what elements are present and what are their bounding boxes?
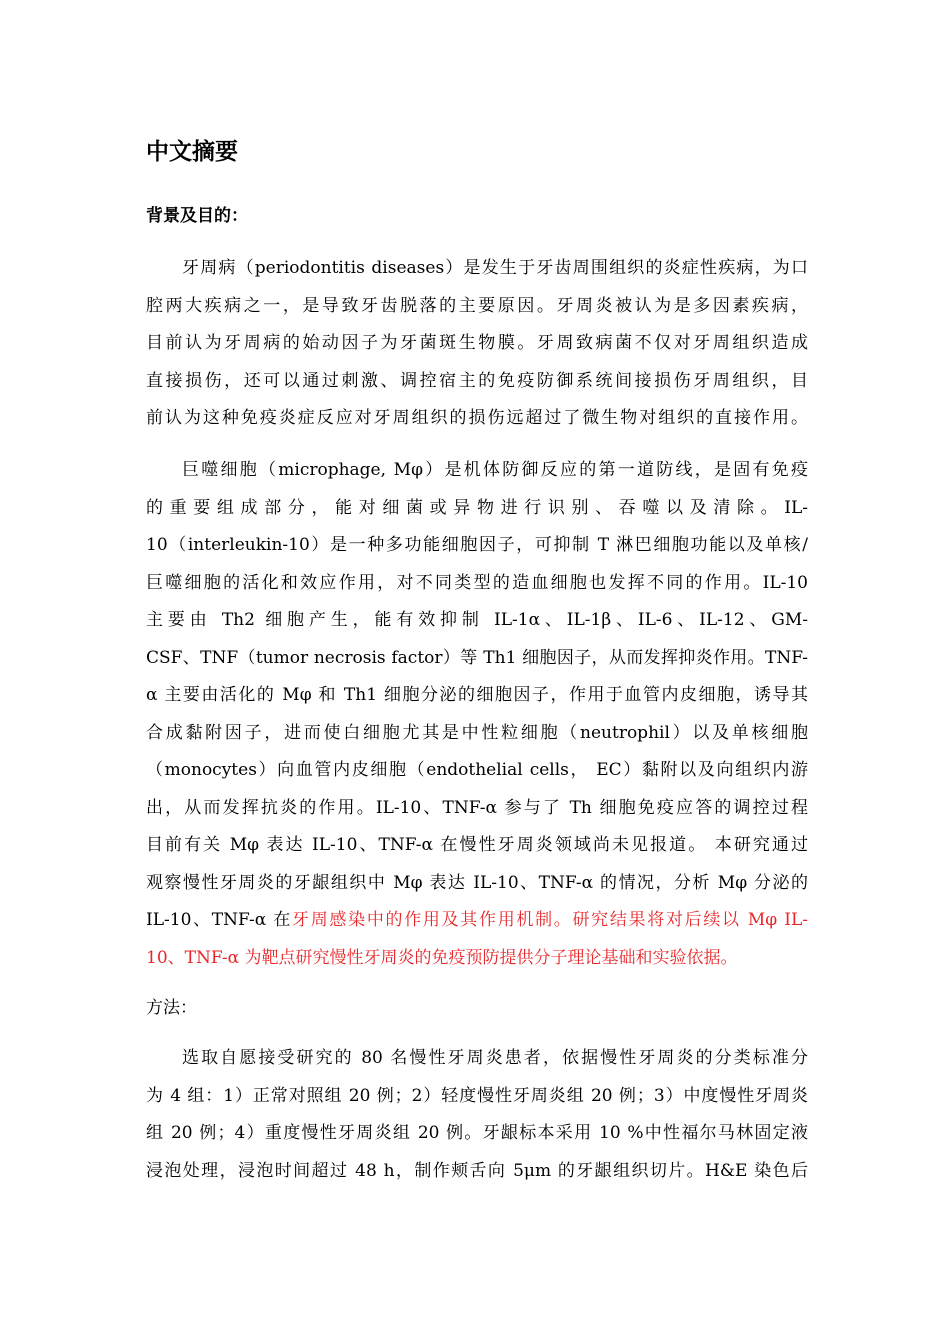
text-segment: IL-10、TNF-α 在 bbox=[146, 910, 293, 930]
text-line: 出，从而发挥抗炎的作用。IL-10、TNF-α 参与了 Th 细胞免疫应答的调控过程 bbox=[146, 797, 808, 818]
text-line: 目前认为牙周病的始动因子为牙菌斑生物膜。牙周致病菌不仅对牙周组织造成 bbox=[146, 333, 808, 353]
text-line: 选取自愿接受研究的 80 名慢性牙周炎患者，依据慢性牙周炎的分类标准分 bbox=[182, 1048, 808, 1068]
text-line: 巨噬细胞（microphage, Mφ）是机体防御反应的第一道防线，是固有免疫 bbox=[182, 460, 808, 480]
text-line: 腔两大疾病之一，是导致牙齿脱落的主要原因。牙周炎被认为是多因素疾病， bbox=[146, 295, 808, 316]
text-line: 浸泡处理，浸泡时间超过 48 h，制作颊舌向 5μm 的牙龈组织切片。H&E 染色后 bbox=[146, 1160, 808, 1181]
text-line: 目前有关 Mφ 表达 IL-10、TNF-α 在慢性牙周炎领域尚未见报道。 本研究通过 bbox=[146, 835, 808, 855]
text-line: 的重要组成部分，能对细菌或异物进行识别、吞噬以及清除。IL- bbox=[146, 497, 808, 518]
highlighted-text-segment: 牙周感染中的作用及其作用机制。研究结果将对后续以 Mφ IL- bbox=[292, 910, 808, 930]
text-line: 观察慢性牙周炎的牙龈组织中 Mφ 表达 IL-10、TNF-α 的情况，分析 Mφ 分泌的 bbox=[146, 872, 808, 893]
text-line: （monocytes）向血管内皮细胞（endothelial cells， EC）黏附以及向组织内游 bbox=[146, 760, 808, 780]
highlighted-text-line: 10、TNF-α 为靶点研究慢性牙周炎的免疫预防提供分子理论基础和实验依据。 bbox=[146, 947, 738, 968]
text-line: 巨噬细胞的活化和效应作用，对不同类型的造血细胞也发挥不同的作用。IL-10 bbox=[146, 572, 808, 593]
text-line: 主要由 Th2 细胞产生，能有效抑制 IL-1α、IL-1β、IL-6、IL-12、GM- bbox=[146, 610, 808, 630]
text-line-mixed bbox=[146, 902, 808, 940]
text-line: α 主要由活化的 Mφ 和 Th1 细胞分泌的细胞因子，作用于血管内皮细胞，诱导其 bbox=[146, 685, 808, 705]
page-title: 中文摘要 bbox=[146, 139, 238, 165]
text-line: 前认为这种免疫炎症反应对牙周组织的损伤远超过了微生物对组织的直接作用。 bbox=[146, 408, 808, 428]
background-heading: 背景及目的： bbox=[146, 206, 248, 226]
text-line: 牙周病（periodontitis diseases）是发生于牙齿周围组织的炎症性疾病，为口 bbox=[182, 258, 808, 278]
text-line: CSF、TNF（tumor necrosis factor）等 Th1 细胞因子，从而发挥抑炎作用。TNF- bbox=[146, 647, 808, 668]
text-line: 组 20 例；4）重度慢性牙周炎组 20 例。牙龈标本采用 10 %中性福尔马林固定液 bbox=[146, 1123, 808, 1143]
text-line: 合成黏附因子，进而使白细胞尤其是中性粒细胞（neutrophil）以及单核细胞 bbox=[146, 722, 808, 743]
text-line: 直接损伤，还可以通过刺激、调控宿主的免疫防御系统间接损伤牙周组织，目 bbox=[146, 370, 808, 391]
methods-heading: 方法： bbox=[146, 998, 197, 1018]
text-line: 10（interleukin-10）是一种多功能细胞因子，可抑制 T 淋巴细胞功能以及单核/ bbox=[146, 535, 808, 555]
background-paragraph-1 bbox=[146, 250, 808, 438]
methods-paragraph-1 bbox=[146, 1040, 808, 1190]
background-paragraph-2 bbox=[146, 452, 808, 977]
text-line: 为 4 组：1）正常对照组 20 例；2）轻度慢性牙周炎组 20 例；3）中度慢性牙周炎 bbox=[146, 1085, 808, 1106]
